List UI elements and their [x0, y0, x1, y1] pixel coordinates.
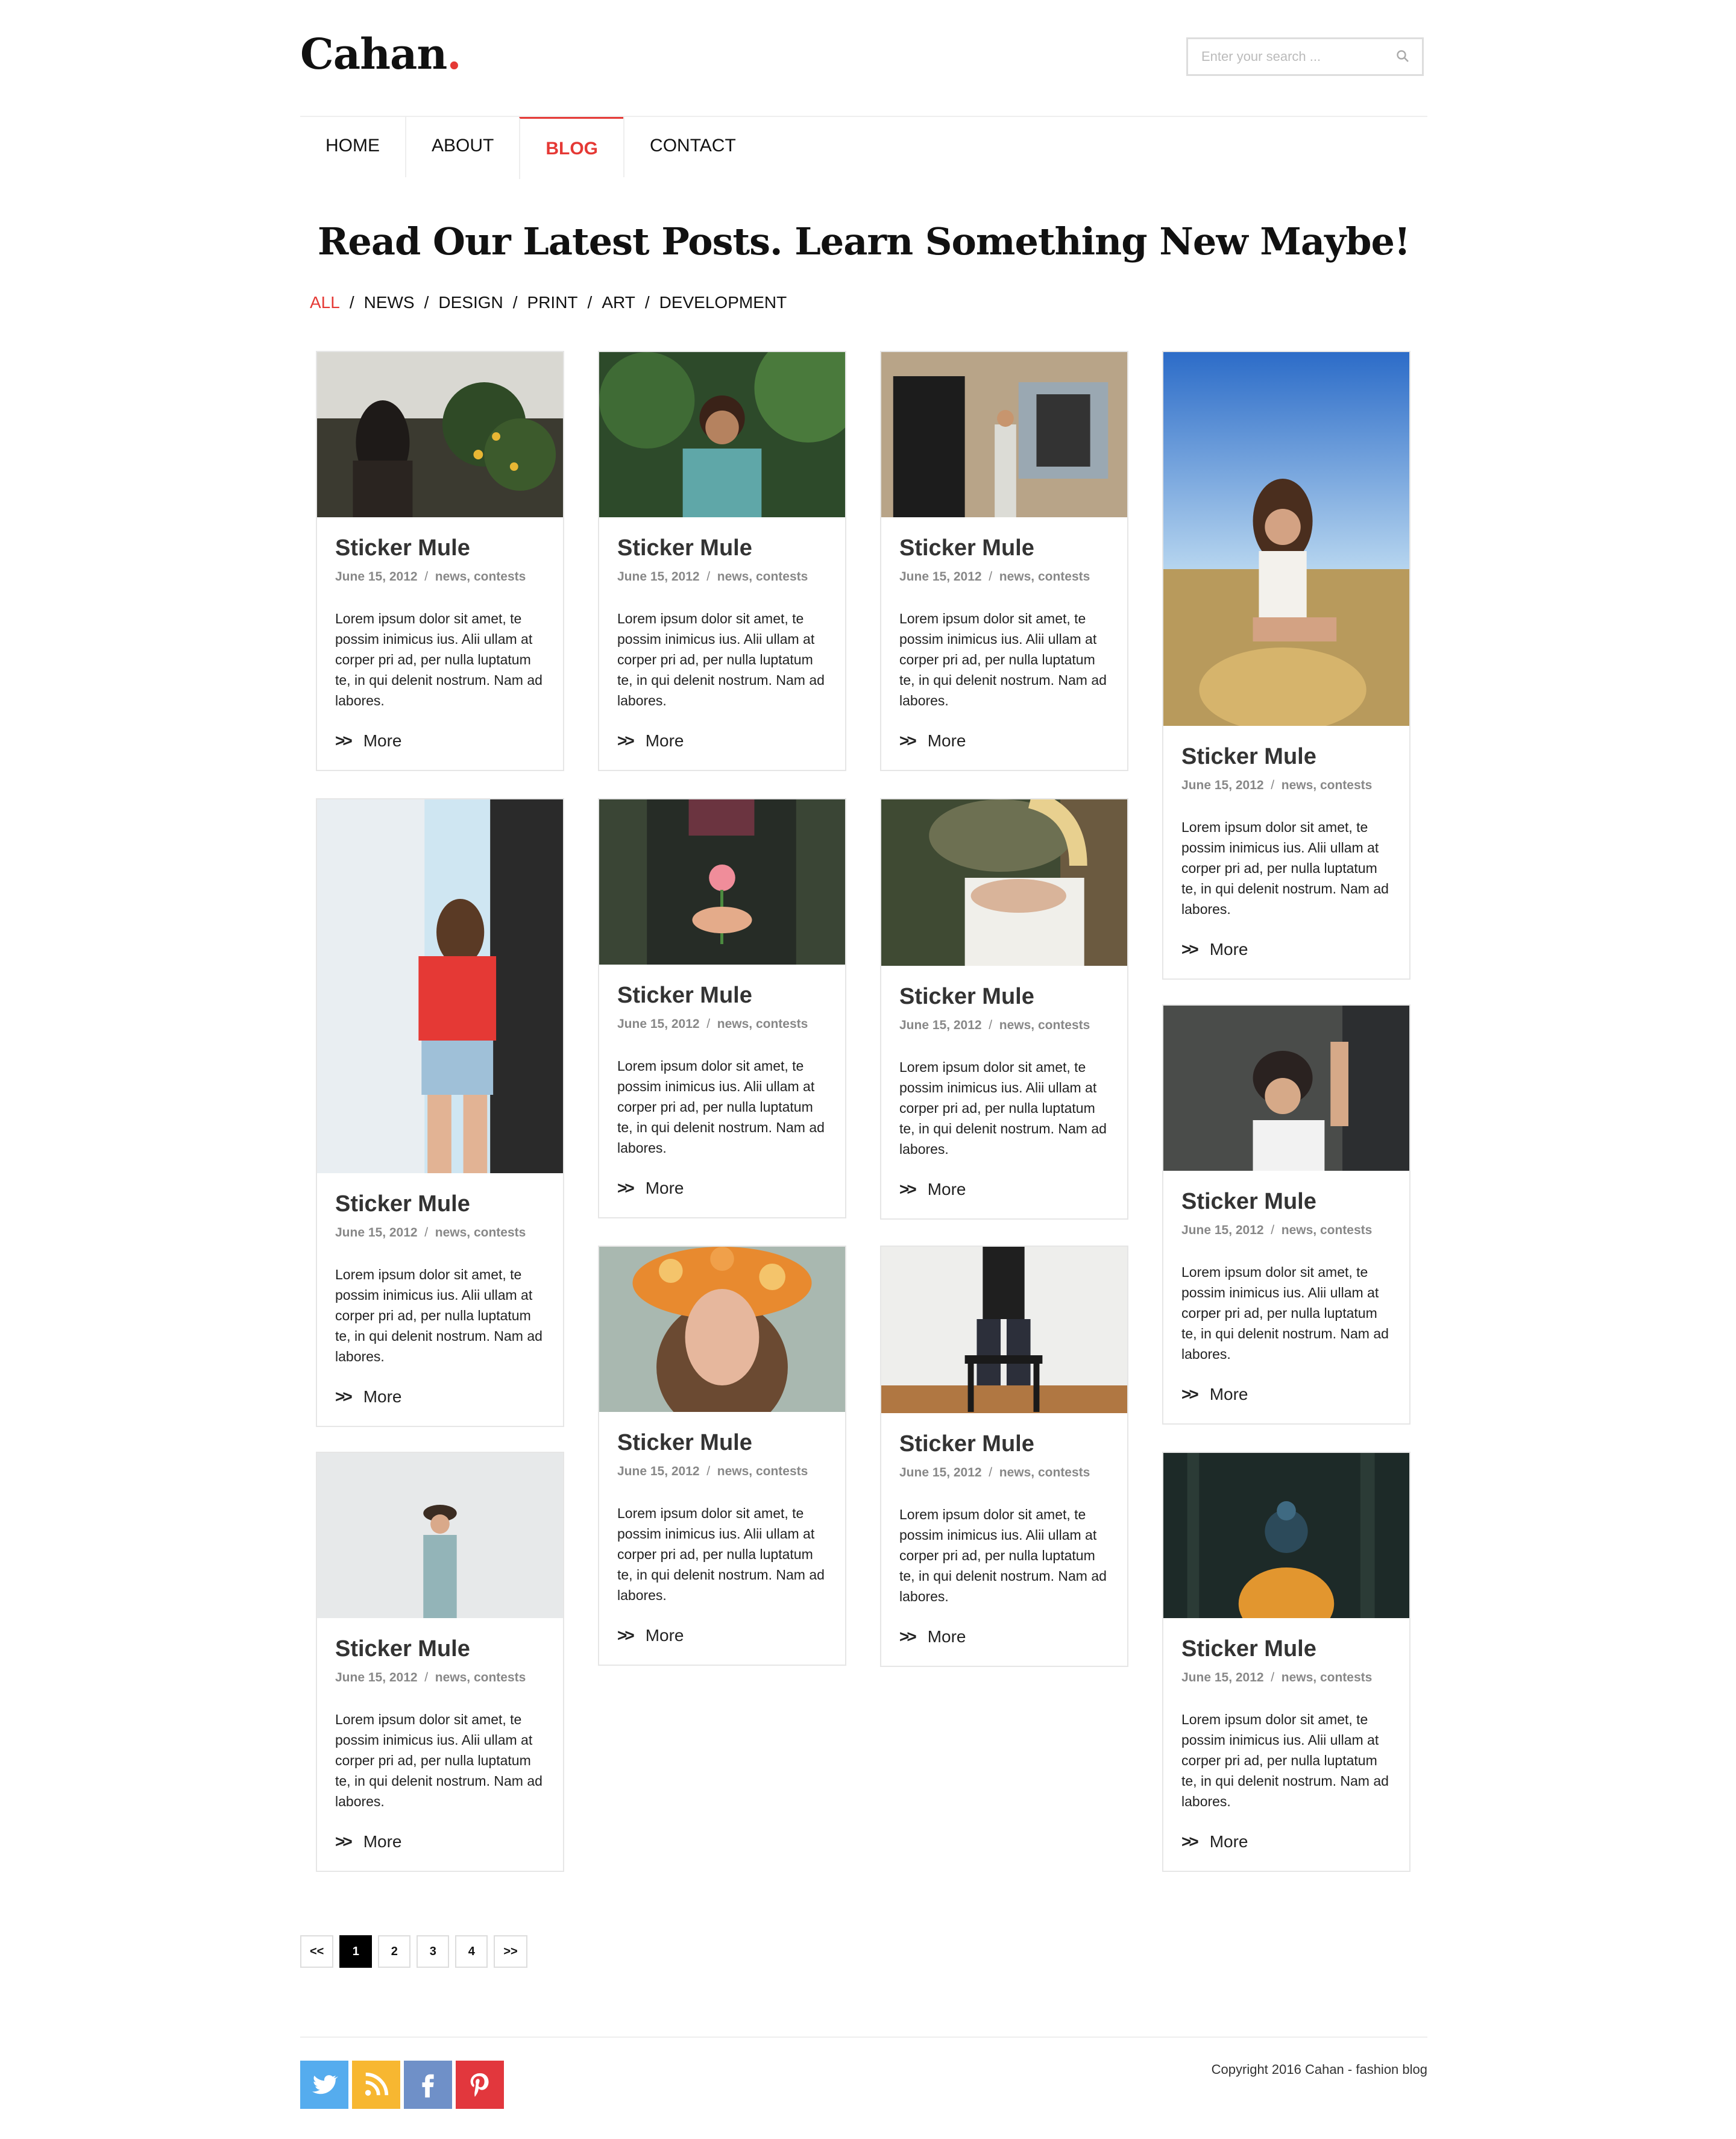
post-excerpt: Lorem ipsum dolor sit amet, te possim inimicus ius. Alii ullam at corper pri ad, per nulla luptatum te, in qui delenit nostrum. Nam ad labores. — [617, 611, 825, 708]
nav-contact[interactable]: CONTACT — [623, 117, 761, 177]
more-link[interactable]: >> More — [617, 1179, 684, 1197]
post-card — [1162, 1004, 1410, 1425]
page-4-button[interactable]: 4 — [455, 1935, 488, 1968]
more-link[interactable]: >> More — [617, 731, 684, 750]
page-next-button[interactable]: >> — [494, 1935, 527, 1968]
post-excerpt: Lorem ipsum dolor sit amet, te possim inimicus ius. Alii ullam at corper pri ad, per nulla luptatum te, in qui delenit nostrum. Nam ad labores. — [617, 1058, 825, 1156]
main-nav — [300, 117, 761, 177]
filter-separator: / — [587, 293, 593, 312]
post-card — [316, 1452, 564, 1872]
double-chevron-right-icon: >> — [1181, 1385, 1197, 1403]
more-link[interactable]: >> More — [335, 1832, 402, 1851]
filter-art[interactable]: ART — [602, 293, 635, 312]
more-link[interactable]: >> More — [1181, 1385, 1248, 1403]
post-image[interactable] — [881, 352, 1127, 517]
post-meta: June 15, 2012 / news, contests — [335, 1671, 526, 1684]
post-card — [1162, 351, 1410, 980]
category-filters — [310, 293, 787, 312]
post-meta: June 15, 2012 / news, contests — [617, 1017, 808, 1031]
post-image[interactable] — [317, 352, 563, 517]
post-meta: June 15, 2012 / news, contests — [899, 570, 1090, 584]
post-excerpt: Lorem ipsum dolor sit amet, te possim inimicus ius. Alii ullam at corper pri ad, per nulla luptatum te, in qui delenit nostrum. Nam ad labores. — [617, 1505, 825, 1603]
filter-separator: / — [349, 293, 354, 312]
post-card — [598, 1246, 846, 1666]
post-meta: June 15, 2012 / news, contests — [335, 1226, 526, 1240]
double-chevron-right-icon: >> — [899, 1180, 914, 1199]
double-chevron-right-icon: >> — [617, 731, 632, 750]
post-title[interactable]: Sticker Mule — [617, 983, 752, 1008]
post-image[interactable] — [317, 1453, 563, 1618]
post-image[interactable] — [881, 1247, 1127, 1413]
post-meta: June 15, 2012 / news, contests — [1181, 1671, 1373, 1684]
more-link[interactable]: >> More — [335, 731, 402, 750]
post-meta: June 15, 2012 / news, contests — [335, 570, 526, 584]
more-link[interactable]: >> More — [335, 1387, 402, 1406]
post-title[interactable]: Sticker Mule — [1181, 1189, 1316, 1214]
post-meta: June 15, 2012 / news, contests — [617, 1464, 808, 1478]
search-icon[interactable] — [1395, 49, 1410, 63]
double-chevron-right-icon: >> — [1181, 1832, 1197, 1851]
post-card — [316, 798, 564, 1427]
filter-development[interactable]: DEVELOPMENT — [659, 293, 787, 312]
post-title[interactable]: Sticker Mule — [335, 1636, 470, 1662]
nav-blog[interactable]: BLOG — [519, 117, 623, 179]
facebook-icon[interactable] — [404, 2061, 452, 2109]
post-excerpt: Lorem ipsum dolor sit amet, te possim inimicus ius. Alii ullam at corper pri ad, per nulla luptatum te, in qui delenit nostrum. Nam ad labores. — [899, 611, 1107, 708]
filter-separator: / — [512, 293, 518, 312]
double-chevron-right-icon: >> — [1181, 940, 1197, 959]
nav-about[interactable]: ABOUT — [405, 117, 519, 177]
post-excerpt: Lorem ipsum dolor sit amet, te possim inimicus ius. Alii ullam at corper pri ad, per nulla luptatum te, in qui delenit nostrum. Nam ad labores. — [1181, 1264, 1389, 1362]
more-link[interactable]: >> More — [1181, 940, 1248, 959]
post-excerpt: Lorem ipsum dolor sit amet, te possim inimicus ius. Alii ullam at corper pri ad, per nulla luptatum te, in qui delenit nostrum. Nam ad labores. — [335, 1712, 542, 1809]
post-image[interactable] — [599, 799, 845, 965]
more-link[interactable]: >> More — [899, 1180, 966, 1199]
double-chevron-right-icon: >> — [899, 731, 914, 750]
search-input[interactable] — [1188, 39, 1400, 74]
post-meta: June 15, 2012 / news, contests — [899, 1018, 1090, 1032]
post-title[interactable]: Sticker Mule — [899, 984, 1034, 1009]
post-image[interactable] — [1163, 1006, 1409, 1171]
social-links — [300, 2061, 508, 2109]
pinterest-icon[interactable] — [456, 2061, 504, 2109]
double-chevron-right-icon: >> — [899, 1627, 914, 1646]
post-title[interactable]: Sticker Mule — [1181, 744, 1316, 769]
post-title[interactable]: Sticker Mule — [899, 535, 1034, 561]
rss-icon[interactable] — [352, 2061, 400, 2109]
page-headline: Read Our Latest Posts. Learn Something New Maybe! — [317, 219, 1410, 263]
post-title[interactable]: Sticker Mule — [1181, 1636, 1316, 1662]
post-title[interactable]: Sticker Mule — [617, 535, 752, 561]
post-title[interactable]: Sticker Mule — [335, 535, 470, 561]
post-title[interactable]: Sticker Mule — [899, 1431, 1034, 1457]
nav-home[interactable]: HOME — [326, 136, 380, 156]
more-link[interactable]: >> More — [617, 1626, 684, 1645]
pagination — [300, 1935, 533, 1968]
post-meta: June 15, 2012 / news, contests — [899, 1466, 1090, 1479]
post-meta: June 15, 2012 / news, contests — [1181, 778, 1373, 792]
post-meta: June 15, 2012 / news, contests — [617, 570, 808, 584]
post-excerpt: Lorem ipsum dolor sit amet, te possim inimicus ius. Alii ullam at corper pri ad, per nulla luptatum te, in qui delenit nostrum. Nam ad labores. — [899, 1059, 1107, 1157]
more-link[interactable]: >> More — [1181, 1832, 1248, 1851]
post-image[interactable] — [1163, 1453, 1409, 1618]
filter-separator: / — [644, 293, 650, 312]
page-1-button[interactable]: 1 — [339, 1935, 372, 1968]
post-excerpt: Lorem ipsum dolor sit amet, te possim inimicus ius. Alii ullam at corper pri ad, per nulla luptatum te, in qui delenit nostrum. Nam ad labores. — [1181, 1712, 1389, 1809]
post-card — [598, 351, 846, 771]
filter-separator: / — [424, 293, 429, 312]
filter-print[interactable]: PRINT — [527, 293, 578, 312]
post-excerpt: Lorem ipsum dolor sit amet, te possim inimicus ius. Alii ullam at corper pri ad, per nulla luptatum te, in qui delenit nostrum. Nam ad labores. — [899, 1507, 1107, 1604]
more-link[interactable]: >> More — [899, 731, 966, 750]
post-title[interactable]: Sticker Mule — [335, 1191, 470, 1217]
post-image[interactable] — [1163, 352, 1409, 726]
page-prev-button[interactable]: << — [300, 1935, 333, 1968]
post-excerpt: Lorem ipsum dolor sit amet, te possim inimicus ius. Alii ullam at corper pri ad, per nulla luptatum te, in qui delenit nostrum. Nam ad labores. — [335, 1267, 542, 1364]
double-chevron-right-icon: >> — [335, 731, 350, 750]
post-title[interactable]: Sticker Mule — [617, 1430, 752, 1455]
site-logo[interactable]: Cahan. — [300, 29, 461, 79]
filter-design[interactable]: DESIGN — [438, 293, 503, 312]
double-chevron-right-icon: >> — [617, 1179, 632, 1197]
post-image[interactable] — [599, 352, 845, 517]
double-chevron-right-icon: >> — [335, 1832, 350, 1851]
post-image[interactable] — [881, 799, 1127, 966]
filter-news[interactable]: NEWS — [363, 293, 415, 312]
post-card — [880, 798, 1128, 1220]
post-card — [316, 351, 564, 771]
post-excerpt: Lorem ipsum dolor sit amet, te possim inimicus ius. Alii ullam at corper pri ad, per nulla luptatum te, in qui delenit nostrum. Nam ad labores. — [335, 611, 542, 708]
post-card — [598, 798, 846, 1218]
post-card — [880, 351, 1128, 771]
double-chevron-right-icon: >> — [335, 1387, 350, 1406]
post-image[interactable] — [317, 799, 563, 1173]
double-chevron-right-icon: >> — [617, 1626, 632, 1645]
post-meta: June 15, 2012 / news, contests — [1181, 1223, 1373, 1237]
twitter-icon[interactable] — [300, 2061, 348, 2109]
page-2-button[interactable]: 2 — [378, 1935, 410, 1968]
post-card — [880, 1246, 1128, 1667]
footer-divider — [300, 2037, 1427, 2038]
more-link[interactable]: >> More — [899, 1627, 966, 1646]
page-3-button[interactable]: 3 — [417, 1935, 449, 1968]
filter-all[interactable]: ALL — [310, 293, 340, 312]
post-card — [1162, 1452, 1410, 1872]
search-box — [1186, 37, 1424, 76]
copyright-text: Copyright 2016 Cahan - fashion blog — [1211, 2062, 1427, 2077]
post-excerpt: Lorem ipsum dolor sit amet, te possim inimicus ius. Alii ullam at corper pri ad, per nulla luptatum te, in qui delenit nostrum. Nam ad labores. — [1181, 819, 1389, 917]
post-image[interactable] — [599, 1247, 845, 1412]
